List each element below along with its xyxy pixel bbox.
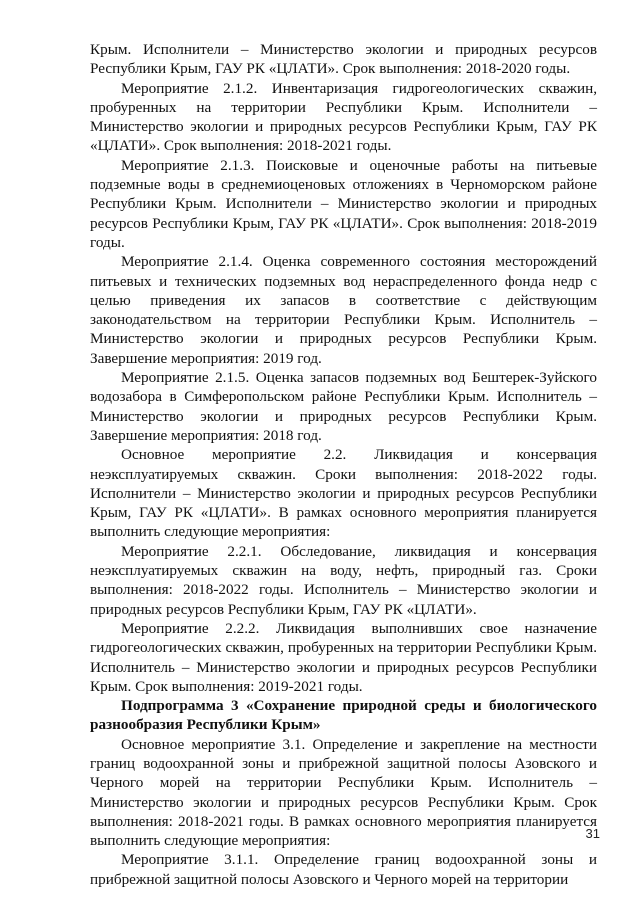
paragraph-continuation: Крым. Исполнители – Министерство экологии и природных ресурсов Республики Крым, ГАУ РК «ЦЛАТИ». Срок выполнения: 2018-2020 годы. bbox=[90, 41, 597, 78]
paragraph-measure-2-2-1: Мероприятие 2.2.1. Обследование, ликвидация и консервация неэксплуатируемых скважин на воду, нефть, природный газ. Сроки выполнения: 2018-2022 годы. Исполнитель – Министерство экологии и природных ресурсов Республики Крым, ГАУ РК «ЦЛАТИ». bbox=[90, 542, 597, 618]
paragraph-measure-3-1-1: Мероприятие 3.1.1. Определение границ водоохранной зоны и прибрежной защитной полосы Азовского и Черного морей на территории bbox=[90, 851, 597, 888]
paragraph-main-measure-2-2: Основное мероприятие 2.2. Ликвидация и консервация неэксплуатируемых скважин. Сроки выполнения: 2018-2022 годы. Исполнители – Министерство экологии и природных ресурсов Республики Крым, ГАУ РК «ЦЛАТИ». В рамках основного мероприятия планируется выполнить следующие мероприятия: bbox=[90, 446, 597, 541]
subprogram-3-heading: Подпрограмма 3 «Сохранение природной среды и биологического разнообразия Республики Крым» bbox=[90, 697, 597, 734]
paragraph-measure-2-1-3: Мероприятие 2.1.3. Поисковые и оценочные работы на питьевые подземные воды в среднемиоценовых отложениях в Черноморском районе Республики Крым. Исполнители – Министерство экологии и природных ресурсов Республики Крым, ГАУ РК «ЦЛАТИ». Срок выполнения: 2018-2019 годы. bbox=[90, 156, 597, 251]
page-number: 31 bbox=[585, 826, 600, 841]
page-body bbox=[90, 40, 597, 889]
paragraph-main-measure-3-1: Основное мероприятие 3.1. Определение и закрепление на местности границ водоохранной зоны и прибрежной защитной полосы Азовского и Черного морей на территории Республики Крым. Исполнитель – Министерство экологии и природных ресурсов Республики Крым. Срок выполнения: 2018-2021 годы. В рамках основного мероприятия планируется выполнить следующие мероприятия: bbox=[90, 735, 597, 850]
paragraph-measure-2-2-2: Мероприятие 2.2.2. Ликвидация выполнивших свое назначение гидрогеологических скважин, пробуренных на территории Республики Крым. Исполнитель – Министерство экологии и природных ресурсов Республики Крым. Срок выполнения: 2019-2021 годы. bbox=[90, 619, 597, 695]
paragraph-measure-2-1-4: Мероприятие 2.1.4. Оценка современного состояния месторождений питьевых и технических подземных вод нераспределенного фонда недр с целью приведения их запасов в соответствие с действующим законодательством на территории Республики Крым. Исполнитель – Министерство экологии и природных ресурсов Республики Крым. Завершение мероприятия: 2019 год. bbox=[90, 253, 597, 367]
paragraph-measure-2-1-5: Мероприятие 2.1.5. Оценка запасов подземных вод Бештерек-Зуйского водозабора в Симферопольском районе Республики Крым. Исполнитель – Министерство экологии и природных ресурсов Республики Крым. Завершение мероприятия: 2018 год. bbox=[90, 369, 597, 444]
paragraph-measure-2-1-2: Мероприятие 2.1.2. Инвентаризация гидрогеологических скважин, пробуренных на территории Республики Крым. Исполнители – Министерство экологии и природных ресурсов Республики Крым, ГАУ РК «ЦЛАТИ». Срок выполнения: 2018-2021 годы. bbox=[90, 79, 597, 155]
